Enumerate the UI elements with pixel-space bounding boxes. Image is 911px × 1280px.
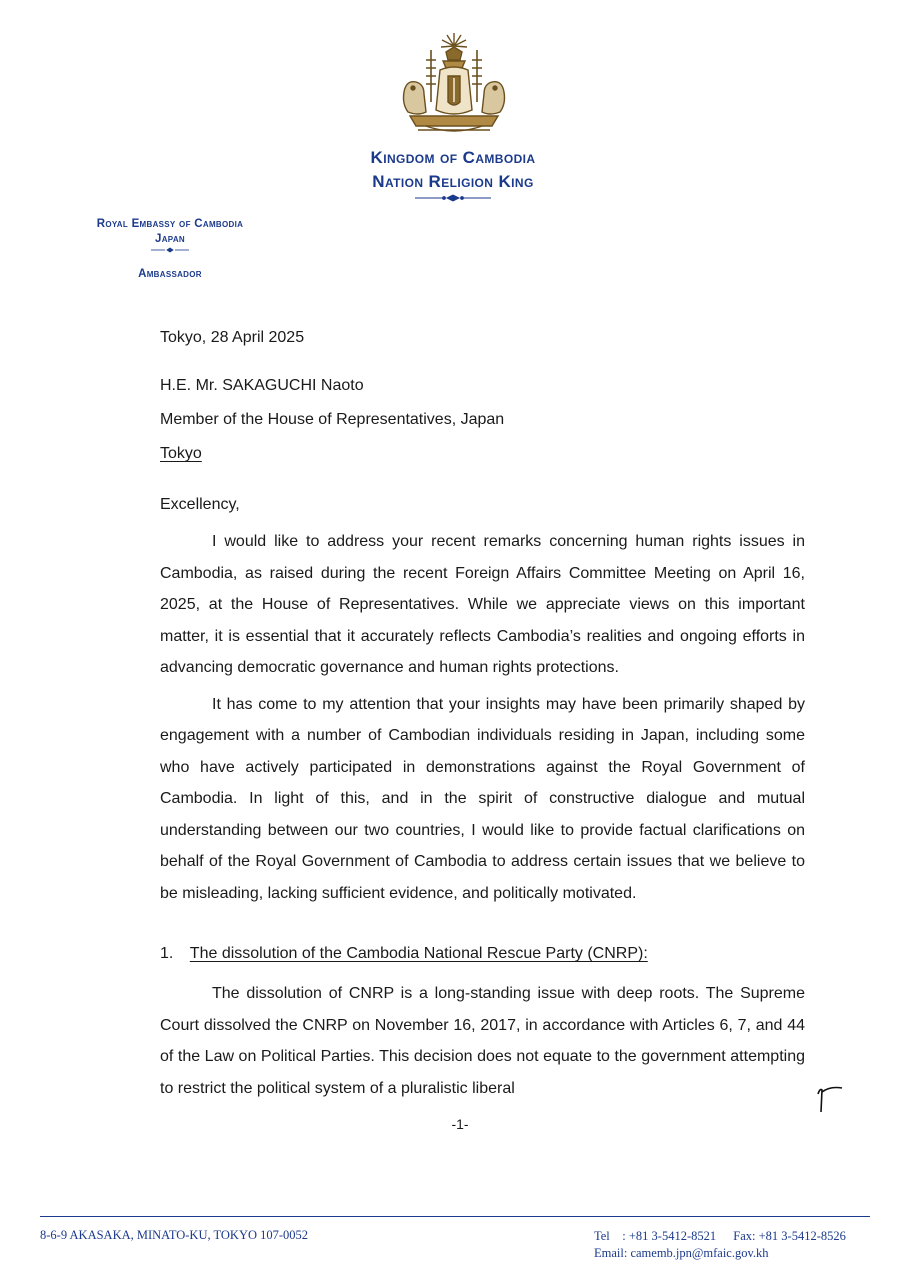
ornament-divider-icon	[413, 194, 493, 202]
small-ornament-icon	[150, 247, 190, 253]
page-number: -1-	[451, 1116, 469, 1132]
section-1-number: 1.	[160, 945, 174, 962]
letter-date: Tokyo, 28 April 2025	[160, 329, 305, 346]
footer-tel: Tel : +81 3-5412-8521	[594, 1229, 717, 1243]
embassy-country: Japan	[155, 233, 185, 245]
section-1-heading: The dissolution of the Cambodia National Rescue Party (CNRP):	[189, 945, 648, 962]
sender-block	[40, 217, 300, 282]
sender-title: Ambassador	[138, 268, 202, 280]
recipient-name: H.E. Mr. SAKAGUCHI Naoto	[160, 377, 364, 394]
footer-address: 8-6-9 AKASAKA, MINATO-KU, TOKYO 107-0052	[40, 1228, 309, 1242]
recipient-title: Member of the House of Representatives, Japan	[160, 411, 505, 428]
embassy-name: Royal Embassy of Cambodia	[96, 218, 244, 230]
handwritten-initial-mark	[812, 1082, 846, 1121]
footer-fax: Fax: +81 3-5412-8526	[733, 1229, 846, 1243]
recipient-city: Tokyo	[160, 445, 202, 462]
body-paragraph-2: It has come to my attention that your insights may have been primarily shaped by engagement with a number of Cambodian individuals residing in Japan, including some who have actively participated in demonstrations against the Royal Government of Cambodia. In light of this, and in the spirit of constructive dialogue and mutual understanding between our two countries, I would like to provide factual clarifications on behalf of the Royal Government of Cambodia to address certain issues that we believe to be misleading, lacking sufficient evidence, and politically motivated.	[160, 695, 805, 902]
royal-coat-of-arms-icon	[396, 30, 512, 140]
letterhead-title	[300, 146, 606, 202]
footer-email: Email: camemb.jpn@mfaic.gov.kh	[594, 1246, 769, 1260]
footer-contact	[594, 1228, 846, 1262]
salutation: Excellency,	[160, 496, 240, 513]
letter-body	[160, 526, 805, 909]
section-1-heading-row	[160, 938, 648, 970]
section-1-body	[160, 978, 805, 1104]
body-paragraph-1: I would like to address your recent remarks concerning human rights issues in Cambodia, as raised during the recent Foreign Affairs Committee Meeting on April 16, 2025, at the House of Representatives. While we appreciate views on this important matter, it is essential that it accurately reflects Cambodia’s realities and ongoing efforts in advancing democratic governance and human rights protections.	[160, 533, 805, 676]
kingdom-name: Kingdom of Cambodia	[370, 148, 536, 167]
national-motto: Nation Religion King	[372, 172, 534, 191]
section-1-paragraph: The dissolution of CNRP is a long-standing issue with deep roots. The Supreme Court dissolved the CNRP on November 16, 2017, in accordance with Articles 6, 7, and 44 of the Law on Political Parties. This decision does not equate to the government attempting to restrict the political system of a pluralistic liberal	[160, 985, 805, 1097]
footer-divider	[40, 1216, 870, 1217]
